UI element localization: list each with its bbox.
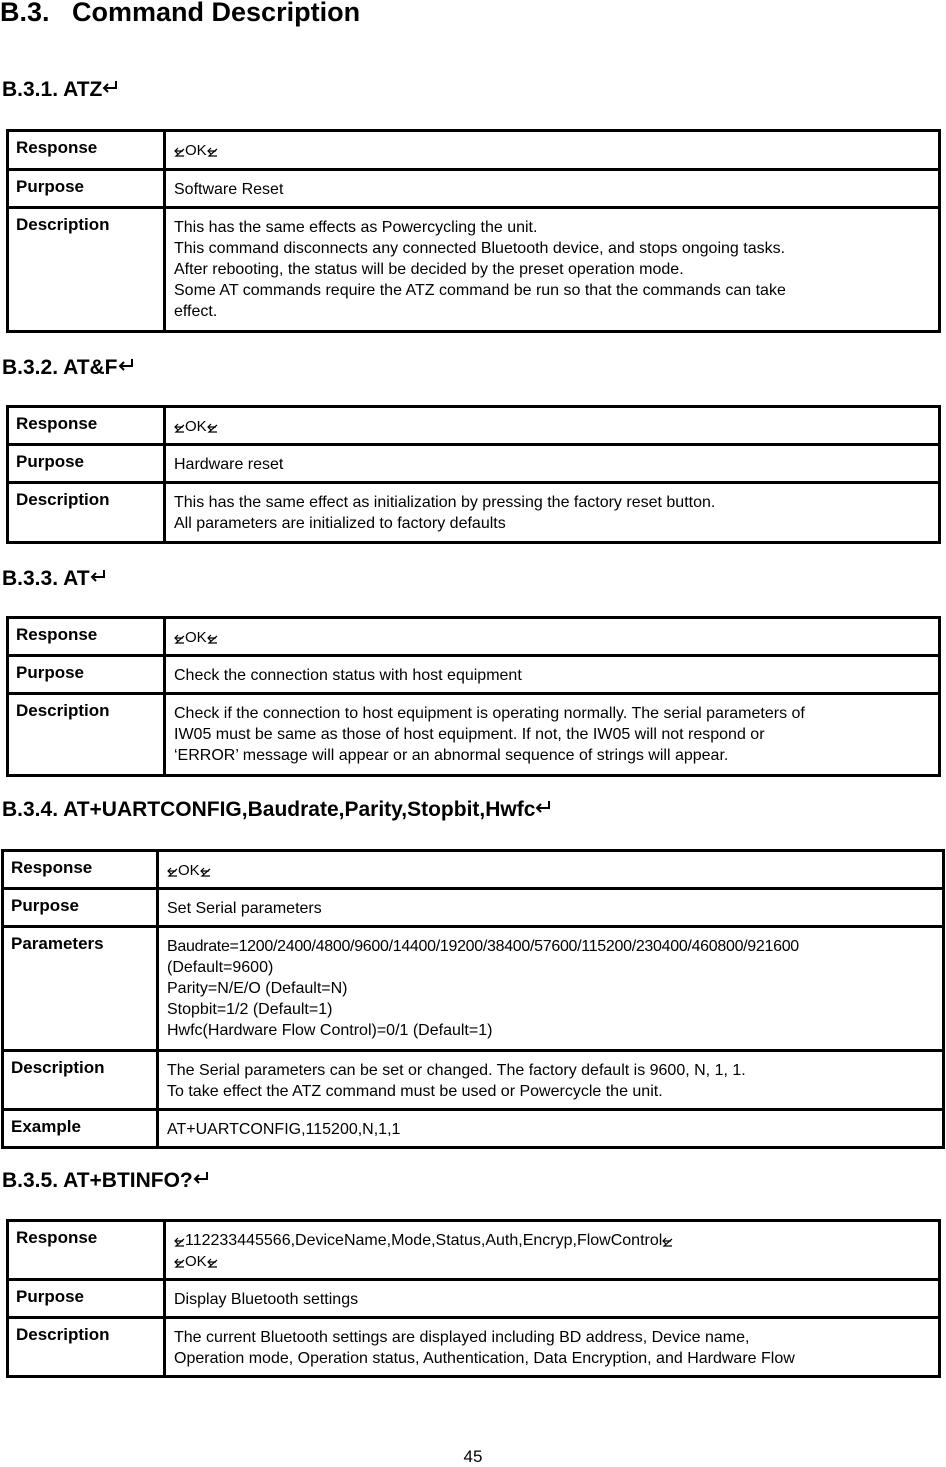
enter-arrow-icon [102,80,118,94]
crlf-arrow-icon [174,143,185,157]
table-row [8,170,940,208]
crlf-arrow-icon [167,863,178,877]
enter-arrow-icon [118,358,134,372]
purpose-cell: Software Reset [165,170,940,208]
purpose-label: Purpose [8,445,165,483]
table-row [3,927,944,1051]
response-label: Response [8,618,165,656]
description-cell: This has the same effects as Powercycling the unit. This command disconnects any connected Bluetooth device, and stops ongoing tasks. After rebooting, the status will be decided by the preset operation mode. Some AT commands require the ATZ command be run so that the commands can take effect. [165,208,940,332]
page-title: B.3. Command Description [0,0,361,27]
purpose-cell: Display Bluetooth settings [165,1280,940,1318]
response-label: Response [3,851,158,889]
response-line: OK [167,860,934,881]
table-row [8,1280,940,1318]
heading-atf [2,356,134,380]
parameters-cell: Baudrate=1200/2400/4800/9600/14400/19200/38400/57600/115200/230400/460800/921600 (Default=9600) Parity=N/E/O (Default=N) Stopbit=1/2 (Default=1) Hwfc(Hardware Flow Control)=0/1 (Default=1) [158,927,944,1051]
parameters-label: Parameters [3,927,158,1051]
purpose-label: Purpose [8,170,165,208]
purpose-label: Purpose [3,889,158,927]
enter-arrow-icon [535,800,551,814]
response-cell [165,407,940,445]
crlf-arrow-icon [207,419,218,433]
heading-text: B.3.1. ATZ [2,78,103,101]
table-row [8,656,940,694]
table-row [3,851,944,889]
table-row [3,889,944,927]
response-cell [165,1221,940,1280]
crlf-arrow-icon [200,863,211,877]
response-cell [165,618,940,656]
example-cell: AT+UARTCONFIG,115200,N,1,1 [158,1110,944,1148]
heading-btinfo [2,1169,209,1193]
heading-text: B.3.2. AT&F [2,356,118,379]
response-label: Response [8,407,165,445]
description-cell: This has the same effect as initialization by pressing the factory reset button. All parameters are initialized to factory defaults [165,483,940,543]
crlf-arrow-icon [662,1233,673,1247]
response-line: OK [174,1251,930,1272]
enter-arrow-icon [90,569,106,583]
btinfo-table [6,1219,941,1378]
response-label: Response [8,1221,165,1280]
uartconfig-table [1,849,945,1149]
crlf-arrow-icon [174,630,185,644]
purpose-cell: Set Serial parameters [158,889,944,927]
description-cell: The Serial parameters can be set or changed. The factory default is 9600, N, 1, 1. To take effect the ATZ command must be used or Powercycle the unit. [158,1051,944,1110]
table-row [8,445,940,483]
table-row [3,1051,944,1110]
response-line: 112233445566,DeviceName,Mode,Status,Auth,Encryp,FlowControl [174,1230,930,1251]
heading-atz [2,78,118,102]
purpose-label: Purpose [8,1280,165,1318]
heading-text: B.3.3. AT [2,567,90,590]
crlf-arrow-icon [207,630,218,644]
enter-arrow-icon [193,1171,209,1185]
description-label: Description [8,694,165,776]
response-label: Response [8,131,165,170]
table-row [8,407,940,445]
example-label: Example [3,1110,158,1148]
crlf-arrow-icon [207,1254,218,1268]
heading-uartconfig [2,798,551,822]
crlf-arrow-icon [174,419,185,433]
crlf-arrow-icon [174,1254,185,1268]
response-line: OK [174,627,930,648]
crlf-arrow-icon [174,1233,185,1247]
table-row [3,1110,944,1148]
response-line: OK [174,140,930,161]
heading-at [2,567,106,591]
table-row [8,618,940,656]
description-label: Description [8,208,165,332]
description-cell: The current Bluetooth settings are displayed including BD address, Device name, Operation mode, Operation status, Authentication, Data Encryption, and Hardware Flow [165,1318,940,1377]
description-label: Description [8,1318,165,1377]
atz-table [6,129,941,333]
table-row [8,483,940,543]
table-row [8,1221,940,1280]
response-cell [158,851,944,889]
response-cell [165,131,940,170]
at-table [6,616,941,777]
heading-text: B.3.4. AT+UARTCONFIG,Baudrate,Parity,Stopbit,Hwfc [2,798,536,821]
description-cell: Check if the connection to host equipment is operating normally. The serial parameters of IW05 must be same as those of host equipment. If not, the IW05 will not respond or ‘ERROR’ message will appear or an abnormal sequence of strings will appear. [165,694,940,776]
table-row [8,131,940,170]
table-row [8,1318,940,1377]
heading-text: B.3.5. AT+BTINFO? [2,1169,193,1192]
description-label: Description [3,1051,158,1110]
response-line: OK [174,416,930,437]
purpose-label: Purpose [8,656,165,694]
crlf-arrow-icon [207,143,218,157]
page-number: 45 [463,1447,483,1466]
atf-table [6,405,941,544]
description-label: Description [8,483,165,543]
table-row [8,208,940,332]
table-row [8,694,940,776]
purpose-cell: Hardware reset [165,445,940,483]
purpose-cell: Check the connection status with host equipment [165,656,940,694]
